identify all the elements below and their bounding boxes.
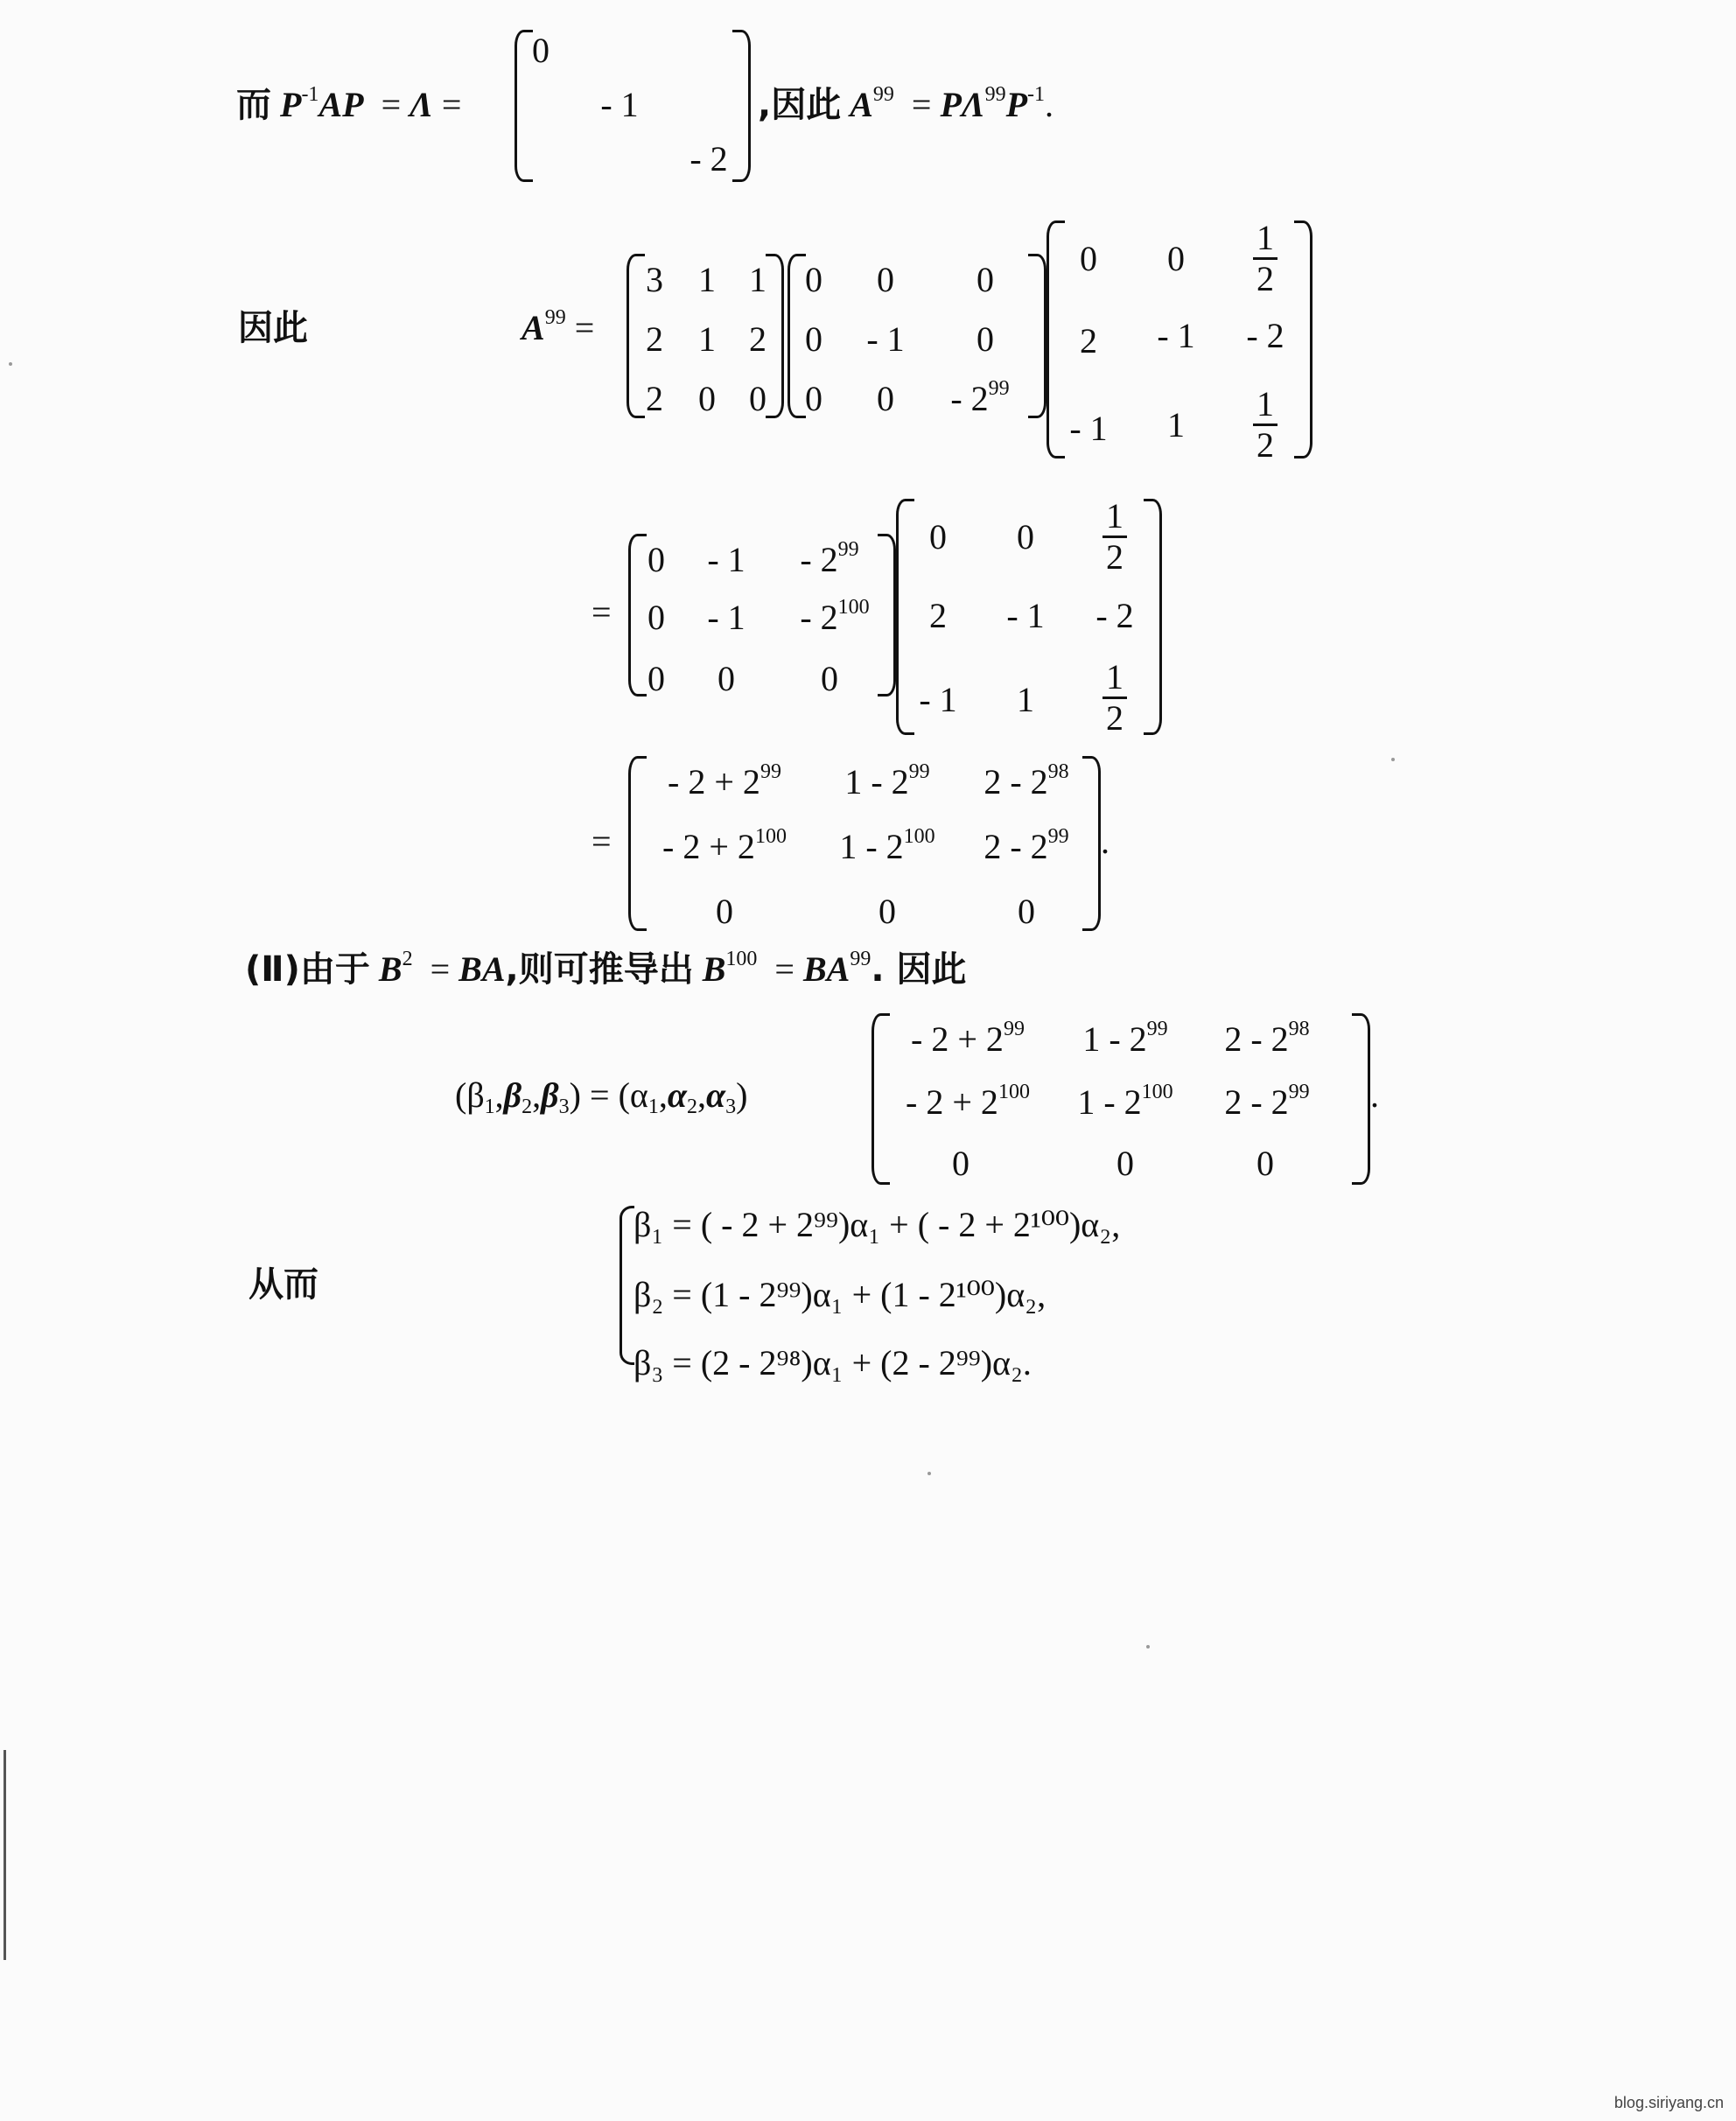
matrix-cell: 0 <box>1116 1144 1134 1183</box>
equation-line-1: 而 $P^{-1}AP = \Lambda$ = <box>236 83 462 125</box>
matrix-cell: - 2 <box>1096 596 1134 635</box>
matrix-cell: - 1 <box>1006 596 1045 635</box>
alpha-open: (α <box>618 1075 648 1115</box>
matrix-cell: - 1 <box>707 540 746 579</box>
matrix-cell: - 1 <box>600 85 639 124</box>
matrix-cell <box>839 825 935 866</box>
exponent: 99 <box>760 760 781 783</box>
symbol-BA: BA <box>802 949 850 989</box>
result-matrix <box>628 756 1101 931</box>
label-congr: 从而 <box>248 1264 318 1305</box>
fraction-half: $\frac{1}{2}$ <box>1102 499 1127 575</box>
matrix-cell: 1 <box>1167 405 1185 444</box>
equals-sign: = <box>381 85 402 124</box>
exponent: 99 <box>988 377 1010 400</box>
matrix-cell: 0 <box>976 319 994 359</box>
part2-line: (Ⅱ)由于 $B^2$ = BA,则可推导出 $B^{100} = BA^{99}$. 因此 <box>245 948 967 990</box>
matrix-cell: 1 <box>698 319 716 359</box>
exponent: 98 <box>1047 760 1069 783</box>
cell-base: 1 - 2 <box>844 762 909 802</box>
exponent: 99 <box>1288 1081 1310 1103</box>
matrix-cell: 2 <box>749 319 766 359</box>
beta-alpha-equation: $(\beta_1,\beta_2,\beta_3) = (\alpha_1,\alpha_2,\alpha_3)$ <box>455 1075 748 1119</box>
matrix-cell <box>984 825 1069 866</box>
equals-sign: = <box>592 822 612 861</box>
exponent: 100 <box>754 825 787 848</box>
scan-speck <box>1146 1645 1150 1648</box>
matrix-cell: 0 <box>718 659 735 698</box>
matrix-cell: - 1 <box>707 598 746 637</box>
text-yinci: ,因此 <box>758 85 842 125</box>
fraction-half: $\frac{1}{2}$ <box>1253 387 1278 463</box>
matrix-cell <box>800 596 870 637</box>
matrix-cell <box>1082 1018 1168 1059</box>
symbol-B: B <box>702 949 726 989</box>
matrix-cell: 0 <box>805 319 822 359</box>
cell-base: - 2 <box>950 379 989 418</box>
matrix-cell <box>844 760 930 802</box>
matrix-cell <box>1077 1081 1173 1122</box>
exponent: 99 <box>908 760 930 783</box>
matrix-cell: 0 <box>821 659 838 698</box>
symbol-B: B <box>378 949 402 989</box>
matrix-cell <box>1224 1018 1310 1059</box>
matrix-cell: 0 <box>976 260 994 299</box>
period: . <box>1045 85 1054 124</box>
matrix-cell: 3 <box>646 260 663 299</box>
matrix-cell: 2 <box>646 379 663 418</box>
matrix-cell <box>800 538 859 579</box>
matrix-cell: 1 <box>749 260 766 299</box>
cell-base: 2 - 2 <box>1224 1082 1289 1122</box>
system-line-3: β₃ = (2 - 2⁹⁸)α₁ + (2 - 2⁹⁹)α₂. <box>634 1343 1032 1382</box>
label-yinci: 因此 <box>238 308 308 348</box>
matrix-cell: 0 <box>749 379 766 418</box>
subscript: 1 <box>484 1096 495 1119</box>
matrix-P-inverse <box>1046 218 1312 465</box>
symbol-lambda: Λ <box>410 85 433 124</box>
exponent: 2 <box>402 948 413 970</box>
exponent: 99 <box>1047 825 1069 848</box>
cell-base: - 2 + 2 <box>668 762 760 802</box>
cell-base: - 2 + 2 <box>911 1019 1004 1059</box>
fraction-half: $\frac{1}{2}$ <box>1102 660 1127 736</box>
cell-base: - 2 <box>800 598 838 637</box>
symbol-BA: BA <box>458 949 506 989</box>
symbol-A: A <box>522 308 545 347</box>
cell-base: - 2 + 2 <box>906 1082 998 1122</box>
matrix-cell: - 2 <box>1246 316 1284 355</box>
symbol-A: A <box>850 85 873 124</box>
matrix-cell: - 1 <box>1157 316 1195 355</box>
cell-base: 2 - 2 <box>1224 1019 1289 1059</box>
matrix-cell: 0 <box>1017 517 1034 556</box>
exponent: -1 <box>1027 83 1046 106</box>
matrix-cell: 0 <box>532 31 550 70</box>
subscript: 3 <box>558 1096 570 1119</box>
matrix-cell <box>906 1081 1030 1122</box>
scan-speck <box>9 362 12 366</box>
matrix-cell: 1 <box>1017 680 1034 719</box>
matrix-cell: 0 <box>1018 892 1035 931</box>
exponent: 100 <box>903 825 935 848</box>
beta-open: (β <box>455 1075 485 1115</box>
coefficient-matrix <box>872 1013 1370 1185</box>
matrix-P-inverse-2 <box>896 496 1162 738</box>
exponent: 99 <box>984 83 1006 106</box>
exponent: 99 <box>850 948 872 970</box>
scan-speck <box>1391 758 1395 761</box>
matrix-cell: 0 <box>648 540 665 579</box>
exponent: 99 <box>872 83 894 106</box>
matrix-cell: 0 <box>952 1144 970 1183</box>
left-brace <box>620 1206 634 1365</box>
symbol-AP: AP <box>318 85 364 124</box>
cell-base: 2 - 2 <box>984 762 1048 802</box>
matrix-cell: 0 <box>648 598 665 637</box>
exponent: -1 <box>301 83 319 106</box>
system-line-1: β₁ = ( - 2 + 2⁹⁹)α₁ + ( - 2 + 2¹⁰⁰)α₂, <box>634 1205 1121 1244</box>
matrix-cell <box>1224 1081 1310 1122</box>
symbol-P: P <box>1005 85 1028 124</box>
matrix-cell: 0 <box>929 517 947 556</box>
period: . <box>1370 1075 1379 1115</box>
matrix-product-1 <box>628 534 896 696</box>
scan-speck <box>928 1472 931 1475</box>
matrix-cell: 0 <box>805 379 822 418</box>
matrix-cell <box>662 825 787 866</box>
text-part2-prefix: (Ⅱ)由于 <box>245 949 370 990</box>
exponent: 100 <box>837 596 870 619</box>
exponent: 100 <box>1141 1081 1173 1103</box>
equation-line-1-tail: ,因此 $A^{99} = P\Lambda^{99}P^{-1}$. <box>758 83 1054 125</box>
matrix-cell: - 1 <box>919 680 957 719</box>
matrix-Lambda99 <box>788 254 1046 418</box>
matrix-cell: 2 <box>646 319 663 359</box>
cell-base: - 2 + 2 <box>662 827 755 866</box>
text-er: 而 <box>236 85 271 125</box>
cell-base: 1 - 2 <box>839 827 904 866</box>
exponent: 100 <box>998 1081 1030 1103</box>
watermark: blog.siriyang.cn <box>1614 2094 1724 2111</box>
exponent: 98 <box>1288 1018 1310 1040</box>
cell-base: 1 - 2 <box>1077 1082 1142 1122</box>
matrix-cell <box>950 377 1010 418</box>
A99-lhs: $A^{99}$ = <box>522 306 595 347</box>
fraction-half: $\frac{1}{2}$ <box>1253 220 1278 297</box>
exponent: 99 <box>1146 1018 1168 1040</box>
exponent: 100 <box>725 948 758 970</box>
matrix-cell: 0 <box>716 892 733 931</box>
matrix-cell: 2 <box>1080 321 1097 360</box>
matrix-cell: 0 <box>805 260 822 299</box>
matrix-cell: 0 <box>877 379 894 418</box>
symbol-P: P <box>280 85 302 124</box>
matrix-cell: 0 <box>1167 239 1185 278</box>
matrix-cell: - 1 <box>1069 409 1108 448</box>
text-tail: . 因此 <box>871 949 967 990</box>
exponent: 99 <box>544 306 566 329</box>
matrix-cell: 0 <box>698 379 716 418</box>
matrix-cell: - 1 <box>866 319 905 359</box>
cell-base: 2 - 2 <box>984 827 1048 866</box>
period: . <box>1101 822 1110 861</box>
scan-edge-mark <box>4 1750 6 1960</box>
matrix-cell <box>984 760 1069 802</box>
symbol-P-lambda: PΛ <box>940 85 985 124</box>
matrix-P <box>626 254 784 418</box>
equals-sign: = <box>592 592 612 632</box>
system-line-2: β₂ = (1 - 2⁹⁹)α₁ + (1 - 2¹⁰⁰)α₂, <box>634 1275 1046 1314</box>
diagonal-matrix <box>514 30 751 182</box>
matrix-cell <box>668 760 781 802</box>
exponent: 99 <box>1003 1018 1025 1040</box>
matrix-cell <box>911 1018 1025 1059</box>
equals-sign: = <box>430 949 451 989</box>
text-mid: ,则可推导出 <box>505 949 694 990</box>
exponent: 99 <box>837 538 859 561</box>
matrix-cell: 0 <box>878 892 896 931</box>
matrix-cell: 0 <box>1256 1144 1274 1183</box>
cell-base: 1 - 2 <box>1082 1019 1147 1059</box>
matrix-cell: 1 <box>698 260 716 299</box>
matrix-cell: - 2 <box>690 139 728 178</box>
matrix-cell: 0 <box>648 659 665 698</box>
cell-base: - 2 <box>800 540 838 579</box>
matrix-cell: 0 <box>877 260 894 299</box>
matrix-cell: 2 <box>929 596 947 635</box>
subscript: 2 <box>522 1096 533 1119</box>
matrix-cell: 0 <box>1080 239 1097 278</box>
